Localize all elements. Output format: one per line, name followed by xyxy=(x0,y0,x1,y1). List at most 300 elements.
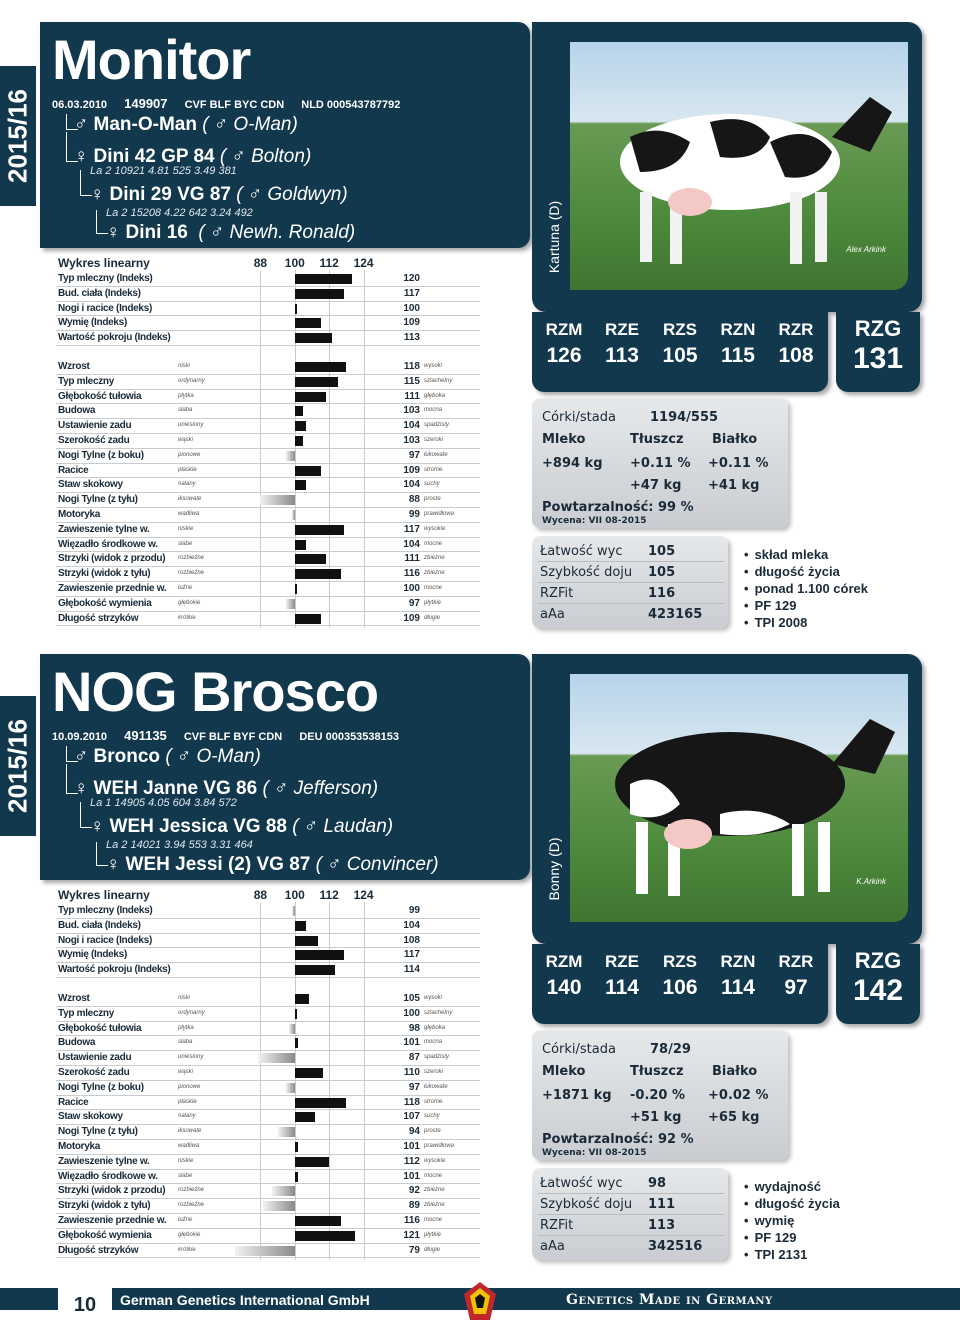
linear-tick-label: 124 xyxy=(353,888,374,902)
rz-label: RZN xyxy=(720,952,756,971)
trait-label: Wartość pokroju (Indeks) xyxy=(58,332,171,344)
highlights-list xyxy=(744,1178,944,1263)
trait-value: 105 xyxy=(403,993,420,1004)
trait-label: Szerokość zadu xyxy=(58,1067,130,1078)
trait-label: Nogi i racice (Indeks) xyxy=(58,934,152,946)
trait-low-hint: niski xyxy=(178,363,191,369)
rz-item-rzm xyxy=(536,320,592,368)
trait-bar xyxy=(295,994,309,1004)
trait-value: 108 xyxy=(403,934,420,946)
trait-low-hint: iksowate xyxy=(178,496,202,503)
trait-high-hint: mocne xyxy=(424,1217,443,1223)
trait-label: Motoryka xyxy=(58,509,101,520)
valuation-date: Wycena: VII 08-2015 xyxy=(542,516,647,526)
trait-bar xyxy=(295,304,297,314)
trait-high-hint: strome xyxy=(424,1098,443,1105)
trait-label: Zawieszenie tylne w. xyxy=(58,1155,150,1167)
linear-row xyxy=(56,1155,480,1170)
trait-label: Zawieszenie przednie w. xyxy=(58,1215,167,1226)
fat-pct: -0.20 % xyxy=(630,1088,686,1103)
linear-tick-label: 112 xyxy=(319,888,339,902)
trait-high-hint: szeroki xyxy=(424,437,444,443)
trait-value: 113 xyxy=(403,332,420,344)
trait-label: Więzadło środkowe w. xyxy=(58,538,158,550)
trait-bar xyxy=(295,936,318,946)
dam-name: Dini 42 GP 84 xyxy=(93,146,215,167)
photo-credit: K.Arkink xyxy=(856,877,886,886)
trait-high-hint: proste xyxy=(424,1128,441,1135)
trait-low-hint: słaba xyxy=(178,1039,193,1046)
trait-label: Nogi Tylne (z boku) xyxy=(58,449,144,461)
trait-bar xyxy=(295,1038,298,1048)
pedigree-ggdam: ♀ Dini 16 ( ♂ Newh. Ronald) xyxy=(106,222,356,243)
daughters-value: 1194/555 xyxy=(650,410,719,425)
linear-row xyxy=(56,1244,480,1259)
rz-value: 114 xyxy=(605,976,639,999)
trait-label: Staw skokowy xyxy=(58,479,123,491)
pedigree-granddam: ♀ WEH Jessica VG 88 ( ♂ Laudan) xyxy=(90,816,394,837)
trait-low-hint: wadliwa xyxy=(178,511,200,517)
protein-label: Białko xyxy=(712,1064,758,1079)
trait-bar xyxy=(295,1142,298,1152)
trait-label: Strzyki (widok z przodu) xyxy=(58,1185,166,1197)
trait-label: Strzyki (widok z tyłu) xyxy=(58,568,151,580)
trait-value: 115 xyxy=(403,375,420,387)
linear-row xyxy=(56,390,480,405)
linear-header xyxy=(56,888,480,902)
linear-row xyxy=(56,375,480,390)
extra-value: 98 xyxy=(648,1176,667,1191)
highlight-item: • wymię xyxy=(744,1212,944,1229)
trait-low-hint: pionowe xyxy=(178,451,201,458)
extra-row xyxy=(538,584,724,604)
trait-low-hint: rozbieżne xyxy=(178,570,205,577)
trait-value: 107 xyxy=(403,1111,420,1123)
pedigree-dam: ♀ Dini 42 GP 84 ( ♂ Bolton) xyxy=(74,146,312,167)
linear-row xyxy=(56,478,480,493)
trait-label: Nogi i racice (Indeks) xyxy=(58,302,152,314)
daughters-value: 78/29 xyxy=(650,1042,691,1057)
granddam-performance: La 2 14021 3.94 553 3.31 464 xyxy=(106,839,253,851)
trait-value: 120 xyxy=(403,273,420,284)
sire-name: Bronco xyxy=(93,746,161,767)
rz-item-rzs xyxy=(652,320,708,368)
rzg-label: RZG xyxy=(854,316,902,341)
trait-low-hint: rozbieżne xyxy=(178,1187,205,1194)
extra-key: Szybkość doju xyxy=(540,1197,633,1212)
trait-value: 88 xyxy=(408,494,420,506)
trait-bar xyxy=(258,1053,295,1063)
trait-value: 118 xyxy=(403,361,420,372)
trait-label: Głębokość wymienia xyxy=(58,1229,152,1241)
linear-title: Wykres linearny xyxy=(58,888,150,902)
milk-label: Mleko xyxy=(542,432,586,447)
trait-label: Racice xyxy=(58,1096,89,1108)
trait-low-hint: płytka xyxy=(178,392,194,399)
trait-low-hint: luźne xyxy=(178,1217,193,1223)
trait-value: 100 xyxy=(403,1007,420,1019)
genetic-codes: CVF BLF BYF CDN xyxy=(183,731,283,743)
trait-low-hint: luźne xyxy=(178,585,193,591)
trait-high-hint: zbieżne xyxy=(424,1187,445,1194)
highlight-item: • PF 129 xyxy=(744,1229,944,1246)
ggi-logo-icon xyxy=(462,1280,498,1322)
rz-value: 105 xyxy=(662,344,698,367)
pedigree-sire: ♂ Bronco ( ♂ O-Man) xyxy=(74,746,261,767)
trait-value: 99 xyxy=(408,905,420,916)
rzg-value: 131 xyxy=(852,342,904,375)
year-tab xyxy=(0,696,36,836)
highlight-item: • TPI 2131 xyxy=(744,1246,944,1263)
linear-row xyxy=(56,612,480,627)
trait-value: 104 xyxy=(403,538,420,550)
male-icon: ♂ xyxy=(176,746,192,767)
trait-label: Staw skokowy xyxy=(58,1111,123,1123)
fat-label: Tłuszcz xyxy=(630,1064,684,1079)
linear-row xyxy=(56,449,480,464)
extra-key: Łatwość wyc xyxy=(540,544,623,559)
photo-caption xyxy=(544,804,564,934)
trait-label: Wzrost xyxy=(58,361,90,372)
valuation-date: Wycena: VII 08-2015 xyxy=(542,1148,647,1158)
trait-low-hint: słabe xyxy=(178,1172,193,1179)
trait-low-hint: wąski xyxy=(178,437,194,443)
trait-high-hint: mocne xyxy=(424,540,443,547)
trait-bar xyxy=(295,569,341,579)
birth-date: 06.03.2010 xyxy=(52,99,108,111)
extra-row xyxy=(538,1195,724,1215)
sire-name: Man-O-Man xyxy=(93,114,197,135)
trait-low-hint: głębokie xyxy=(178,599,201,606)
protein-kg: +65 kg xyxy=(708,1110,760,1125)
male-icon: ♂ xyxy=(327,854,342,875)
linear-row xyxy=(56,1184,480,1199)
trait-high-hint: suchy xyxy=(424,481,440,488)
trait-label: Strzyki (widok z przodu) xyxy=(58,553,166,565)
photo-caption-text: Kartuna (D) xyxy=(546,200,562,274)
trait-low-hint: iksowate xyxy=(178,1128,202,1135)
trait-value: 109 xyxy=(403,464,420,476)
trait-label: Budowa xyxy=(58,1037,96,1049)
linear-title: Wykres linearny xyxy=(58,256,150,270)
trait-low-hint: uniesiony xyxy=(178,1054,204,1061)
trait-high-hint: strome xyxy=(424,466,443,473)
rz-panel xyxy=(532,312,828,392)
trait-high-hint: płytkie xyxy=(424,599,442,606)
trait-high-hint: szlachetny xyxy=(424,1009,453,1016)
trait-high-hint: mocna xyxy=(424,407,443,414)
trait-label: Nogi Tylne (z tyłu) xyxy=(58,1126,138,1138)
trait-label: Wymię (Indeks) xyxy=(58,317,127,329)
trait-bar xyxy=(278,1127,295,1137)
linear-chart xyxy=(56,888,480,1260)
rz-item-rzn xyxy=(710,320,766,368)
trait-bar xyxy=(295,274,352,284)
fat-kg: +47 kg xyxy=(630,478,682,493)
trait-high-hint: wysokie xyxy=(424,525,446,532)
ggdam-sire: Convincer xyxy=(346,854,433,875)
granddam-name: WEH Jessica VG 88 xyxy=(109,816,287,837)
trait-label: Długość strzyków xyxy=(58,1244,139,1256)
herdbook-no: 149907 xyxy=(124,96,168,111)
trait-low-hint: płytka xyxy=(178,1024,194,1031)
extra-row xyxy=(538,1237,724,1257)
registration-no: NLD 000543787792 xyxy=(301,99,401,111)
trait-value: 111 xyxy=(404,553,420,565)
linear-row xyxy=(56,272,480,287)
trait-high-hint: głęboka xyxy=(424,392,446,399)
dam-performance: La 2 10921 4.81 525 3.49 381 xyxy=(90,165,237,177)
herdbook-no: 491135 xyxy=(124,728,167,743)
trait-value: 92 xyxy=(408,1185,420,1197)
trait-bar xyxy=(295,950,344,960)
trait-value: 97 xyxy=(408,597,420,609)
trait-value: 101 xyxy=(403,1141,420,1152)
linear-row xyxy=(56,360,480,375)
registration-no: DEU 000353538153 xyxy=(299,731,400,743)
male-icon: ♂ xyxy=(74,114,89,135)
page-number: 10 xyxy=(58,1288,112,1326)
ggdam-sire: Newh. Ronald xyxy=(229,222,349,243)
rzg-panel xyxy=(836,944,920,1024)
linear-row xyxy=(56,1036,480,1051)
trait-label: Wzrost xyxy=(58,993,90,1004)
extra-key: aAa xyxy=(540,607,565,622)
trait-bar xyxy=(295,377,338,387)
trait-value: 103 xyxy=(403,405,420,417)
trait-label: Typ mleczny (Indeks) xyxy=(58,905,153,916)
highlight-item: • skład mleka xyxy=(744,546,944,563)
trait-value: 111 xyxy=(404,390,420,402)
trait-label: Nogi Tylne (z tyłu) xyxy=(58,494,138,506)
trait-bar xyxy=(295,1231,355,1241)
trait-low-hint: pionowe xyxy=(178,1083,201,1090)
female-icon: ♀ xyxy=(90,816,105,837)
dam-sire: Jefferson xyxy=(293,778,372,799)
rz-label: RZM xyxy=(545,320,583,339)
genetic-codes: CVF BLF BYC CDN xyxy=(184,99,285,111)
granddam-sire: Goldwyn xyxy=(267,184,342,205)
linear-row xyxy=(56,1199,480,1214)
linear-row xyxy=(56,582,480,597)
bull-meta xyxy=(52,728,413,743)
trait-bar xyxy=(295,466,321,476)
trait-low-hint: uniesiony xyxy=(178,422,204,429)
linear-row xyxy=(56,1096,480,1111)
trait-value: 117 xyxy=(403,949,420,961)
male-icon: ♂ xyxy=(247,184,263,205)
trait-label: Motoryka xyxy=(58,1141,101,1152)
milk-value: +1871 kg xyxy=(542,1088,612,1103)
trait-bar xyxy=(235,1246,295,1256)
trait-bar xyxy=(263,1201,295,1211)
birth-date: 10.09.2010 xyxy=(52,731,108,743)
dam-name: WEH Janne VG 86 xyxy=(93,778,258,799)
linear-row xyxy=(56,904,480,919)
female-icon: ♀ xyxy=(74,146,89,167)
linear-row xyxy=(56,1140,480,1155)
milk-label: Mleko xyxy=(542,1064,586,1079)
trait-bar xyxy=(295,554,327,564)
trait-bar xyxy=(260,495,294,505)
trait-high-hint: szeroki xyxy=(424,1069,444,1075)
trait-value: 121 xyxy=(403,1229,420,1241)
granddam-sire: Laudan xyxy=(323,816,387,837)
trait-bar xyxy=(295,1112,315,1122)
rz-label: RZR xyxy=(778,320,814,339)
trait-bar xyxy=(295,318,321,328)
trait-bar xyxy=(292,906,295,916)
trait-bar xyxy=(295,436,304,446)
trait-bar xyxy=(286,451,295,461)
linear-row xyxy=(56,404,480,419)
trait-high-hint: mocna xyxy=(424,1039,443,1046)
trait-low-hint: rozbieżne xyxy=(178,1202,205,1209)
rz-value: 126 xyxy=(546,344,582,367)
photo-caption-text: Bonny (D) xyxy=(546,837,562,901)
pedigree-ggdam: ♀ WEH Jessi (2) VG 87 ( ♂ Convincer) xyxy=(106,854,439,875)
rz-label: RZS xyxy=(663,952,697,971)
linear-row xyxy=(56,1110,480,1125)
linear-tick-label: 100 xyxy=(284,256,305,270)
rz-label: RZS xyxy=(663,320,697,339)
trait-label: Wartość pokroju (Indeks) xyxy=(58,964,171,976)
rz-item-rzr xyxy=(768,952,824,1000)
fat-kg: +51 kg xyxy=(630,1110,682,1125)
trait-bar xyxy=(295,362,347,372)
year-tab xyxy=(0,66,36,206)
sire-sire: O-Man xyxy=(196,746,255,767)
linear-row xyxy=(56,1051,480,1066)
trait-bar xyxy=(295,1098,347,1108)
bull-name: NOG Brosco xyxy=(52,660,379,723)
rz-item-rzr xyxy=(768,320,824,368)
trait-bar xyxy=(295,289,344,299)
trait-label: Głębokość wymienia xyxy=(58,597,152,609)
trait-value: 98 xyxy=(408,1022,420,1034)
trait-high-hint: suchy xyxy=(424,1113,440,1120)
trait-bar xyxy=(295,406,304,416)
trait-label: Nogi Tylne (z boku) xyxy=(58,1081,144,1093)
linear-tick-label: 88 xyxy=(253,256,268,270)
female-icon: ♀ xyxy=(90,184,105,205)
rz-label: RZM xyxy=(545,952,583,971)
trait-value: 117 xyxy=(403,523,420,535)
trait-bar xyxy=(295,333,332,343)
trait-bar xyxy=(295,1068,324,1078)
male-icon: ♂ xyxy=(274,778,289,799)
bull-header xyxy=(40,654,530,880)
trait-high-hint: wysoki xyxy=(424,995,443,1001)
trait-bar xyxy=(295,965,335,975)
trait-label: Głębokość tułowia xyxy=(58,1022,142,1034)
rz-item-rzs xyxy=(652,952,708,1000)
extra-key: aAa xyxy=(540,1239,565,1254)
extra-key: RZFit xyxy=(540,1218,574,1233)
trait-high-hint: prawidłowa xyxy=(424,511,455,517)
trait-label: Ustawienie zadu xyxy=(58,1052,132,1064)
trait-high-hint: zbieżne xyxy=(424,570,445,577)
trait-bar xyxy=(286,599,295,609)
trait-bar xyxy=(295,421,306,431)
linear-tick-label: 124 xyxy=(353,256,374,270)
linear-tick-label: 112 xyxy=(319,256,339,270)
trait-label: Wymię (Indeks) xyxy=(58,949,127,961)
trait-label: Długość strzyków xyxy=(58,612,139,624)
trait-value: 109 xyxy=(403,612,420,624)
trait-value: 116 xyxy=(403,568,420,580)
trait-high-hint: proste xyxy=(424,496,441,503)
rz-label: RZR xyxy=(778,952,814,971)
ggdam-name: WEH Jessi (2) VG 87 xyxy=(125,854,311,875)
linear-row xyxy=(56,552,480,567)
trait-value: 79 xyxy=(408,1244,420,1256)
linear-row xyxy=(56,434,480,449)
protein-label: Białko xyxy=(712,432,758,447)
highlights-list xyxy=(744,546,944,631)
rz-value: 140 xyxy=(546,976,582,999)
linear-chart xyxy=(56,256,480,628)
linear-row xyxy=(56,963,480,978)
extra-row xyxy=(538,1174,724,1194)
trait-label: Typ mleczny xyxy=(58,1007,114,1019)
linear-header xyxy=(56,256,480,270)
extra-key: Szybkość doju xyxy=(540,565,633,580)
sire-sire: O-Man xyxy=(233,114,292,135)
trait-label: Więzadło środkowe w. xyxy=(58,1170,158,1182)
trait-high-hint: mocne xyxy=(424,585,443,591)
female-icon: ♀ xyxy=(106,854,121,875)
bull-meta xyxy=(52,96,414,111)
trait-bar xyxy=(295,540,306,550)
trait-low-hint: niskie xyxy=(178,525,194,532)
trait-bar xyxy=(295,614,321,624)
trait-label: Typ mleczny (Indeks) xyxy=(58,273,153,284)
trait-value: 100 xyxy=(403,583,420,594)
extra-value: 105 xyxy=(648,544,676,559)
linear-row xyxy=(56,302,480,317)
male-icon: ♂ xyxy=(303,816,319,837)
linear-row xyxy=(56,934,480,949)
trait-bar xyxy=(295,921,306,931)
rz-value: 113 xyxy=(605,344,639,367)
rz-value: 114 xyxy=(721,976,755,999)
trait-value: 112 xyxy=(403,1155,420,1167)
granddam-name: Dini 29 VG 87 xyxy=(109,184,231,205)
year-tab-label: 2015/16 xyxy=(2,89,33,183)
pedigree-sire: ♂ Man-O-Man ( ♂ O-Man) xyxy=(74,114,298,135)
trait-low-hint: nalany xyxy=(178,481,196,488)
trait-value: 109 xyxy=(403,317,420,329)
trait-high-hint: łukowate xyxy=(424,451,448,458)
trait-high-hint: głęboka xyxy=(424,1024,446,1031)
trait-bar xyxy=(295,1157,329,1167)
linear-row xyxy=(56,948,480,963)
linear-row xyxy=(56,523,480,538)
trait-high-hint: mocne xyxy=(424,1172,443,1179)
trait-value: 114 xyxy=(403,964,420,976)
trait-bar xyxy=(272,1186,295,1196)
trait-low-hint: wadliwa xyxy=(178,1143,200,1149)
trait-high-hint: szlachetny xyxy=(424,377,453,384)
linear-tick-label: 88 xyxy=(253,888,268,902)
trait-low-hint: słaba xyxy=(178,407,193,414)
protein-pct: +0.02 % xyxy=(708,1088,769,1103)
linear-row xyxy=(56,1066,480,1081)
trait-high-hint: spadzisty xyxy=(424,422,450,429)
milk-panel xyxy=(532,398,788,528)
extra-value: 342516 xyxy=(648,1239,703,1254)
